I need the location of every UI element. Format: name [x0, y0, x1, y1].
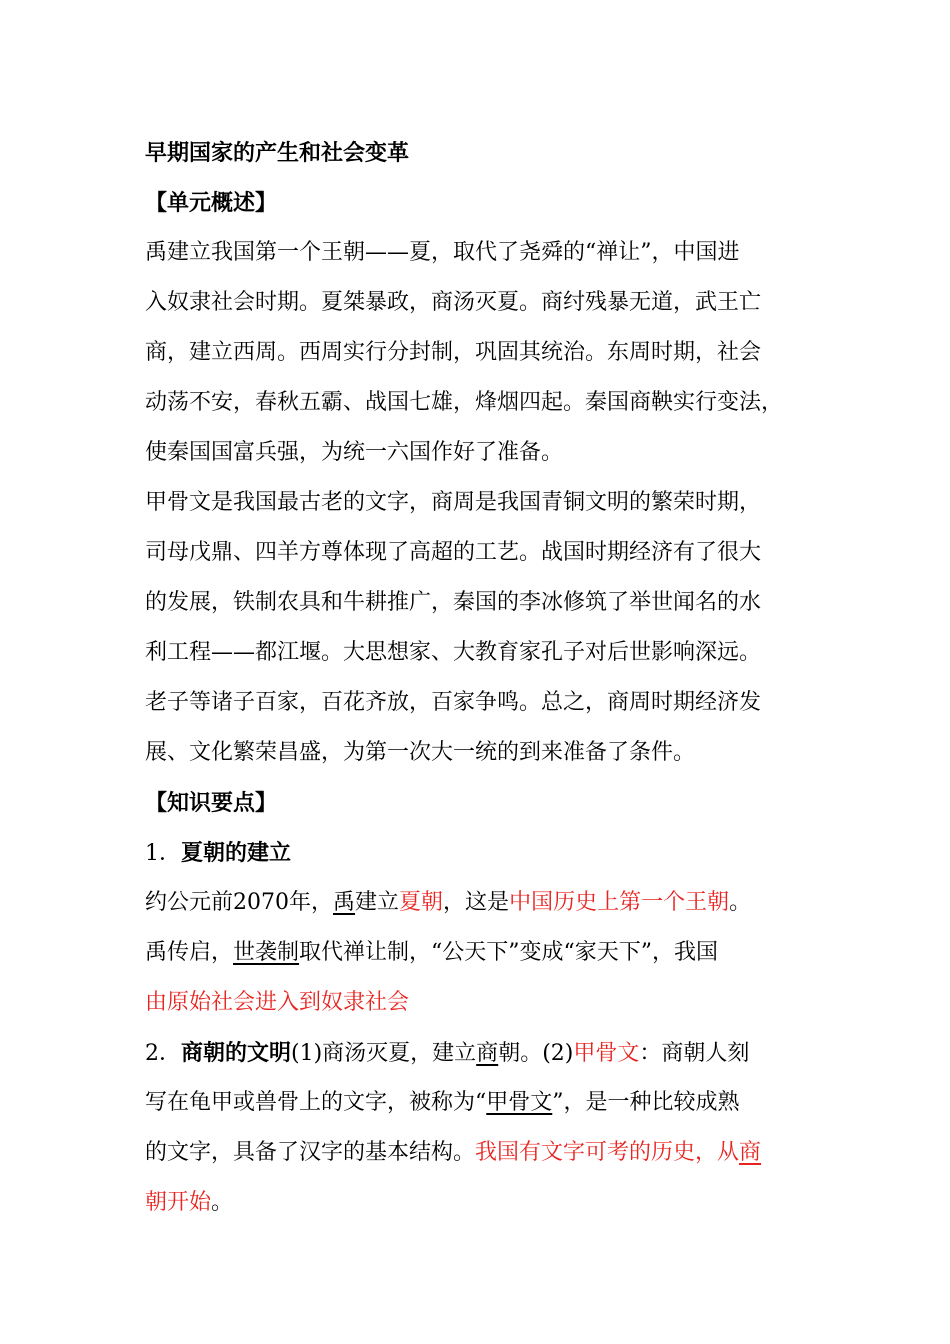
point-title: 夏朝的建立 [181, 840, 292, 866]
point-number: 2． [145, 1041, 181, 1066]
text-run: 的文字，具备了汉字的基本结构。 [145, 1140, 476, 1165]
paragraph-line: 使秦国国富兵强，为统一六国作好了准备。 [145, 440, 564, 465]
paragraph-line: 的发展，铁制农具和牛耕推广，秦国的李冰修筑了举世闻名的水 [145, 590, 762, 615]
document-title: 早期国家的产生和社会变革 [145, 140, 410, 166]
point-2 [145, 1028, 815, 1228]
paragraph-line [145, 1128, 815, 1178]
text-run: 写在龟甲或兽骨上的文字，被称为“ [145, 1090, 487, 1115]
highlight-line: 由原始社会进入到奴隶社会 [145, 990, 410, 1015]
paragraph-line [145, 878, 815, 928]
section-heading-overview: 【单元概述】 [145, 190, 278, 216]
text-run: 取代禅让制，“公天下”变成“家天下”，我国 [299, 940, 719, 965]
overview-paragraph [145, 228, 815, 778]
text-run: 约公元前2070年， [145, 890, 333, 915]
paragraph-line [145, 1178, 815, 1228]
text-run: ，这是 [443, 890, 510, 915]
point-heading [145, 828, 815, 878]
text-run: 。 [729, 890, 752, 915]
highlight-text: 中国历史上第一个王朝 [509, 890, 730, 915]
highlight-text: 朝开始 [145, 1190, 212, 1215]
underlined-text: 世袭制 [233, 940, 300, 965]
paragraph-line: 动荡不安，春秋五霸、战国七雄，烽烟四起。秦国商鞅实行变法， [145, 390, 784, 415]
text-run: ：商朝人刻 [639, 1041, 750, 1066]
point-1 [145, 828, 815, 1028]
paragraph-line: 商，建立西周。西周实行分封制，巩固其统治。东周时期，社会 [145, 340, 762, 365]
paragraph-line: 老子等诸子百家，百花齐放，百家争鸣。总之，商周时期经济发 [145, 690, 762, 715]
highlight-text: 甲骨文 [573, 1041, 640, 1066]
paragraph-line [145, 928, 815, 978]
document-page [145, 128, 815, 1228]
underlined-text: 商 [476, 1041, 499, 1066]
paragraph-line: 司母戊鼎、四羊方尊体现了高超的工艺。战国时期经济有了很大 [145, 540, 762, 565]
text-run: (1)商汤灭夏，建立 [291, 1041, 477, 1066]
text-run: ”，是一种比较成熟 [552, 1090, 740, 1115]
highlight-underlined-text: 商 [739, 1140, 762, 1165]
text-run: 。 [211, 1190, 234, 1215]
highlight-text: 夏朝 [399, 890, 444, 915]
text-run: 朝。(2) [498, 1041, 574, 1066]
section-heading-points: 【知识要点】 [145, 790, 278, 816]
paragraph-line: 甲骨文是我国最古老的文字，商周是我国青铜文明的繁荣时期， [145, 490, 762, 515]
paragraph-line: 入奴隶社会时期。夏桀暴政，商汤灭夏。商纣残暴无道，武王亡 [145, 290, 762, 315]
highlight-text: 我国有文字可考的历史，从 [475, 1140, 740, 1165]
paragraph-line [145, 1078, 815, 1128]
paragraph-line: 禹建立我国第一个王朝——夏，取代了尧舜的“禅让”，中国进 [145, 240, 740, 265]
text-run: 禹传启， [145, 940, 234, 965]
paragraph-line: 利工程——都江堰。大思想家、大教育家孔子对后世影响深远。 [145, 640, 762, 665]
text-run: 建立 [355, 890, 400, 915]
point-title: 商朝的文明 [181, 1040, 292, 1066]
point-number: 1． [145, 841, 181, 866]
underlined-text: 禹 [333, 890, 356, 915]
underlined-text: 甲骨文 [486, 1090, 553, 1115]
paragraph-line: 展、文化繁荣昌盛，为第一次大一统的到来准备了条件。 [145, 740, 696, 765]
point-heading [145, 1028, 815, 1078]
